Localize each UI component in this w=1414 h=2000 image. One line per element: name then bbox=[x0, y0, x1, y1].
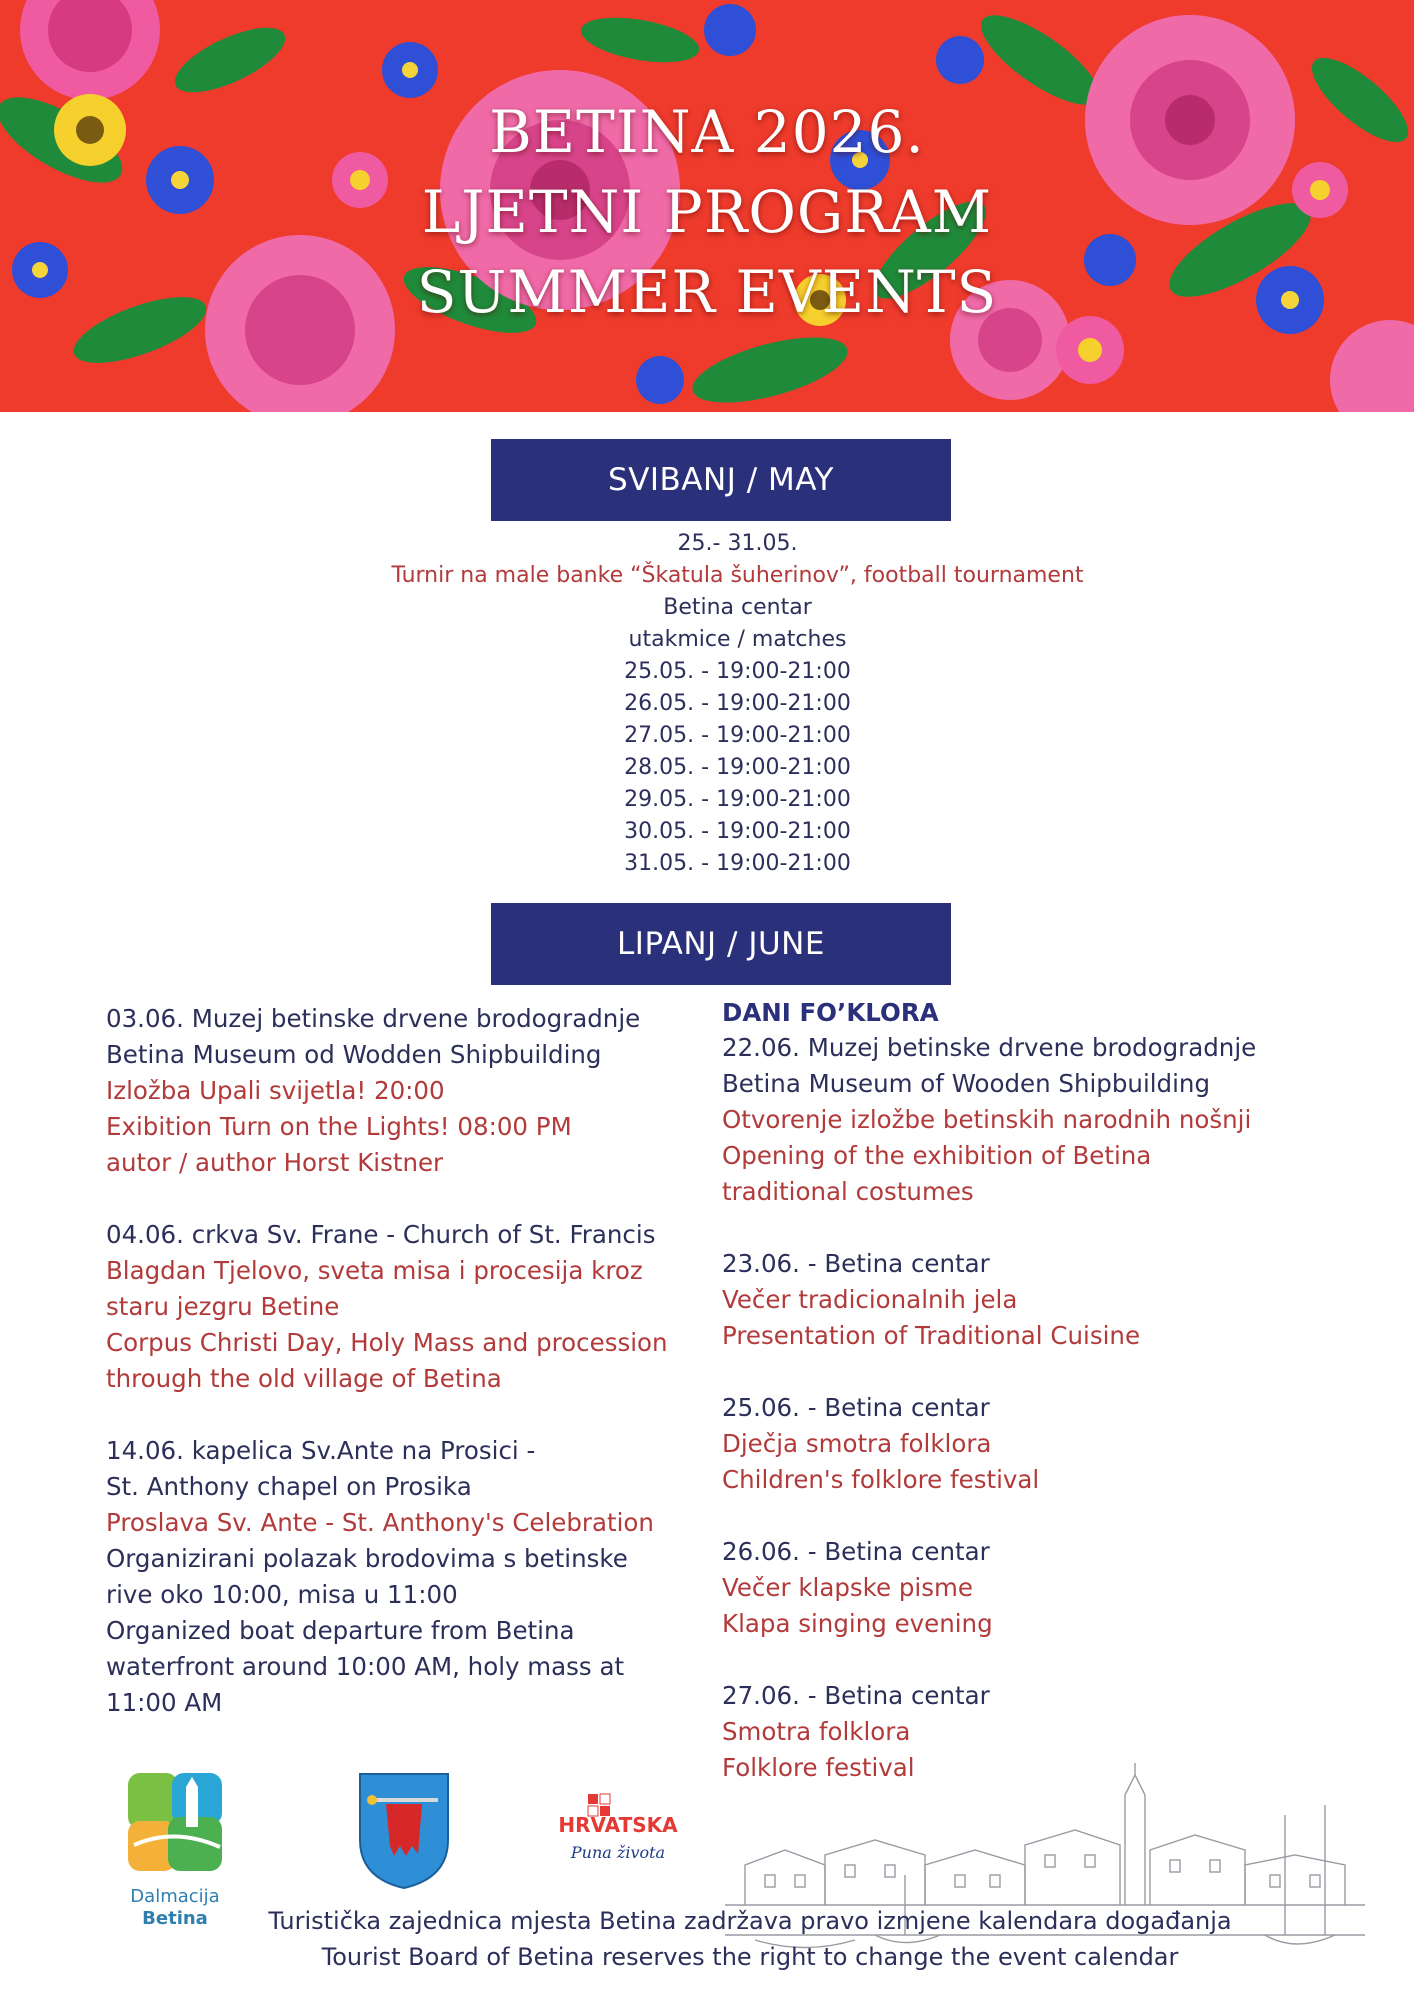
event-detail: 11:00 AM bbox=[106, 1688, 223, 1717]
event-description: Presentation of Traditional Cuisine bbox=[722, 1321, 1141, 1350]
event-heading: 27.06. - Betina centar bbox=[722, 1681, 990, 1710]
event-description: autor / author Horst Kistner bbox=[106, 1148, 444, 1177]
header-banner bbox=[0, 0, 1414, 412]
hrvatska-word: HRVATSKA bbox=[558, 1813, 678, 1837]
event-description: Otvorenje izložbe betinskih narodnih nošnji bbox=[722, 1105, 1252, 1134]
may-match-5: 29.05. - 19:00-21:00 bbox=[624, 787, 851, 812]
may-location: Betina centar bbox=[663, 595, 812, 620]
event-heading: 14.06. kapelica Sv.Ante na Prosici - bbox=[106, 1436, 536, 1465]
title-line-3: SUMMER EVENTS bbox=[416, 258, 998, 326]
event-heading: 22.06. Muzej betinske drvene brodogradnje bbox=[722, 1033, 1257, 1062]
event-detail: rive oko 10:00, misa u 11:00 bbox=[106, 1580, 458, 1609]
event-description: Izložba Upali svijetla! 20:00 bbox=[106, 1076, 445, 1105]
event-heading: St. Anthony chapel on Prosika bbox=[106, 1472, 472, 1501]
event-description: Večer tradicionalnih jela bbox=[722, 1285, 1018, 1314]
may-match-7: 31.05. - 19:00-21:00 bbox=[624, 851, 851, 876]
may-event bbox=[300, 528, 1175, 880]
event-description: Klapa singing evening bbox=[722, 1609, 993, 1638]
event-heading: 03.06. Muzej betinske drvene brodogradnje bbox=[106, 1004, 641, 1033]
title-line-2: LJETNI PROGRAM bbox=[421, 178, 993, 246]
event-description: Folklore festival bbox=[722, 1753, 915, 1782]
event-description: Večer klapske pisme bbox=[722, 1573, 973, 1602]
may-date-range: 25.- 31.05. bbox=[677, 531, 798, 556]
may-matches-label: utakmice / matches bbox=[628, 627, 847, 652]
event-heading: 26.06. - Betina centar bbox=[722, 1537, 990, 1566]
month-bar-may: SVIBANJ / MAY bbox=[491, 439, 951, 521]
dalmacija-label: Dalmacija bbox=[130, 1886, 220, 1907]
may-match-4: 28.05. - 19:00-21:00 bbox=[624, 755, 851, 780]
footer-notice-hr: Turistička zajednica mjesta Betina zadržava pravo izmjene kalendara događanja bbox=[268, 1907, 1232, 1935]
event-detail: Organized boat departure from Betina bbox=[106, 1616, 575, 1645]
event-description: Corpus Christi Day, Holy Mass and procession bbox=[106, 1328, 668, 1357]
event-heading: Betina Museum of Wooden Shipbuilding bbox=[722, 1069, 1210, 1098]
may-match-3: 27.05. - 19:00-21:00 bbox=[624, 723, 851, 748]
hrvatska-slogan: Puna života bbox=[570, 1843, 666, 1862]
footer-notice-en: Tourist Board of Betina reserves the right to change the event calendar bbox=[321, 1943, 1179, 1971]
title-line-1: BETINA 2026. bbox=[489, 98, 925, 166]
event-heading: 04.06. crkva Sv. Frane - Church of St. Francis bbox=[106, 1220, 656, 1249]
event-description: Opening of the exhibition of Betina bbox=[722, 1141, 1152, 1170]
event-heading: 23.06. - Betina centar bbox=[722, 1249, 990, 1278]
may-event-title: Turnir na male banke “Škatula šuherinov”, football tournament bbox=[391, 563, 1084, 588]
betina-label: Betina bbox=[142, 1908, 208, 1929]
event-description: traditional costumes bbox=[722, 1177, 974, 1206]
event-detail: waterfront around 10:00 AM, holy mass at bbox=[106, 1652, 625, 1681]
event-description: Blagdan Tjelovo, sveta misa i procesija kroz bbox=[106, 1256, 643, 1285]
event-description: staru jezgru Betine bbox=[106, 1292, 340, 1321]
event-description: Smotra folklora bbox=[722, 1717, 911, 1746]
event-heading: Betina Museum od Wodden Shipbuilding bbox=[106, 1040, 602, 1069]
dani-folklora-heading: DANI FO’KLORA bbox=[722, 998, 939, 1027]
event-description: Children's folklore festival bbox=[722, 1465, 1040, 1494]
event-description: through the old village of Betina bbox=[106, 1364, 502, 1393]
hrvatska-logo bbox=[548, 1790, 688, 1870]
month-bar-june: LIPANJ / JUNE bbox=[491, 903, 951, 985]
betina-coat-of-arms bbox=[356, 1770, 452, 1892]
event-description: Exibition Turn on the Lights! 08:00 PM bbox=[106, 1112, 572, 1141]
may-match-2: 26.05. - 19:00-21:00 bbox=[624, 691, 851, 716]
page-title bbox=[0, 92, 1414, 332]
june-left-column bbox=[106, 1001, 706, 1721]
event-description: Dječja smotra folklora bbox=[722, 1429, 992, 1458]
june-right-column bbox=[722, 996, 1362, 1786]
event-heading: 25.06. - Betina centar bbox=[722, 1393, 990, 1422]
may-match-6: 30.05. - 19:00-21:00 bbox=[624, 819, 851, 844]
event-detail: Organizirani polazak brodovima s betinske bbox=[106, 1544, 628, 1573]
event-description: Proslava Sv. Ante - St. Anthony's Celebration bbox=[106, 1508, 654, 1537]
dalmacija-betina-logo bbox=[120, 1767, 230, 1877]
may-match-1: 25.05. - 19:00-21:00 bbox=[624, 659, 851, 684]
